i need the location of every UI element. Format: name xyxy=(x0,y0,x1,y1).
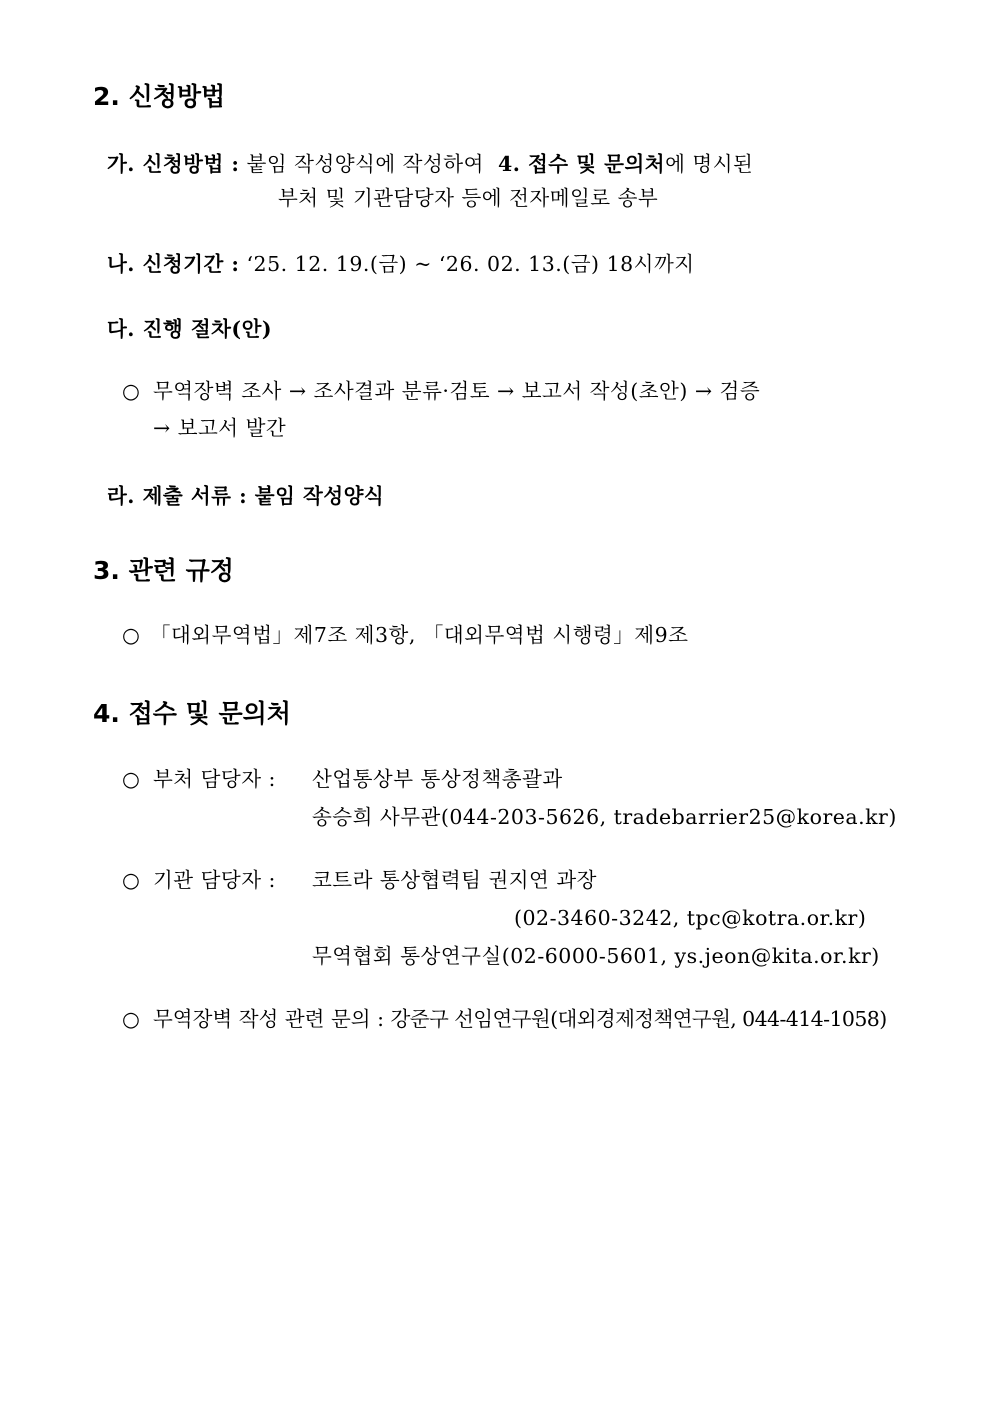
method-c-bullet: ○ xyxy=(122,379,141,403)
method-c-line2: → 보고서 발간 xyxy=(153,416,287,440)
section-heading-contact: 4. 접수 및 문의처 xyxy=(93,699,291,728)
method-b-text: ‘25. 12. 19.(금) ~ ‘26. 02. 13.(금) 18시까지 xyxy=(246,252,695,276)
method-d-label: 라. 제출 서류 : 붙임 작성양식 xyxy=(107,484,385,508)
contact-agency-line3: 무역협회 통상연구실(02-6000-5601, ys.jeon@kita.or.kr) xyxy=(312,944,880,968)
method-c-line1: 무역장벽 조사 → 조사결과 분류·검토 → 보고서 작성(초안) → 검증 xyxy=(153,379,761,403)
method-a-line2: 부처 및 기관담당자 등에 전자메일로 송부 xyxy=(278,186,659,210)
method-a-text2: 에 명시된 xyxy=(665,152,754,176)
rules-bullet: ○ xyxy=(122,623,141,647)
contact-agency-line2: (02-3460-3242, tpc@kotra.or.kr) xyxy=(514,906,867,930)
contact-inquiry-text: 강준구 선임연구원(대외경제정책연구원, 044-414-1058) xyxy=(390,1007,887,1031)
method-a-line1 xyxy=(107,151,753,177)
contact-agency-bullet: ○ xyxy=(122,868,141,892)
contact-agency-line1: 코트라 통상협력팀 권지연 과장 xyxy=(312,868,597,892)
method-a-ref: 4. 접수 및 문의처 xyxy=(497,152,666,176)
section-heading-rules: 3. 관련 규정 xyxy=(93,556,234,585)
contact-inquiry-line xyxy=(153,1006,887,1032)
contact-inquiry-label: 무역장벽 작성 관련 문의 : xyxy=(153,1007,385,1031)
method-b-label: 나. 신청기간 : xyxy=(107,252,240,276)
contact-inquiry-bullet: ○ xyxy=(122,1007,141,1031)
contact-ministry-label: 부처 담당자 : xyxy=(153,767,276,791)
section-heading-method: 2. 신청방법 xyxy=(93,82,226,111)
method-a-text1: 붙임 작성양식에 작성하여 xyxy=(246,152,484,176)
contact-agency-label: 기관 담당자 : xyxy=(153,868,276,892)
method-a-label: 가. 신청방법 : xyxy=(107,152,240,176)
contact-ministry-line2: 송승희 사무관(044-203-5626, tradebarrier25@korea.kr) xyxy=(312,805,897,829)
contact-ministry-line1: 산업통상부 통상정책총괄과 xyxy=(312,767,563,791)
method-c-label: 다. 진행 절차(안) xyxy=(107,317,273,341)
contact-ministry-bullet: ○ xyxy=(122,767,141,791)
rules-text: 「대외무역법」제7조 제3항, 「대외무역법 시행령」제9조 xyxy=(150,623,689,647)
method-b-line xyxy=(107,251,695,277)
